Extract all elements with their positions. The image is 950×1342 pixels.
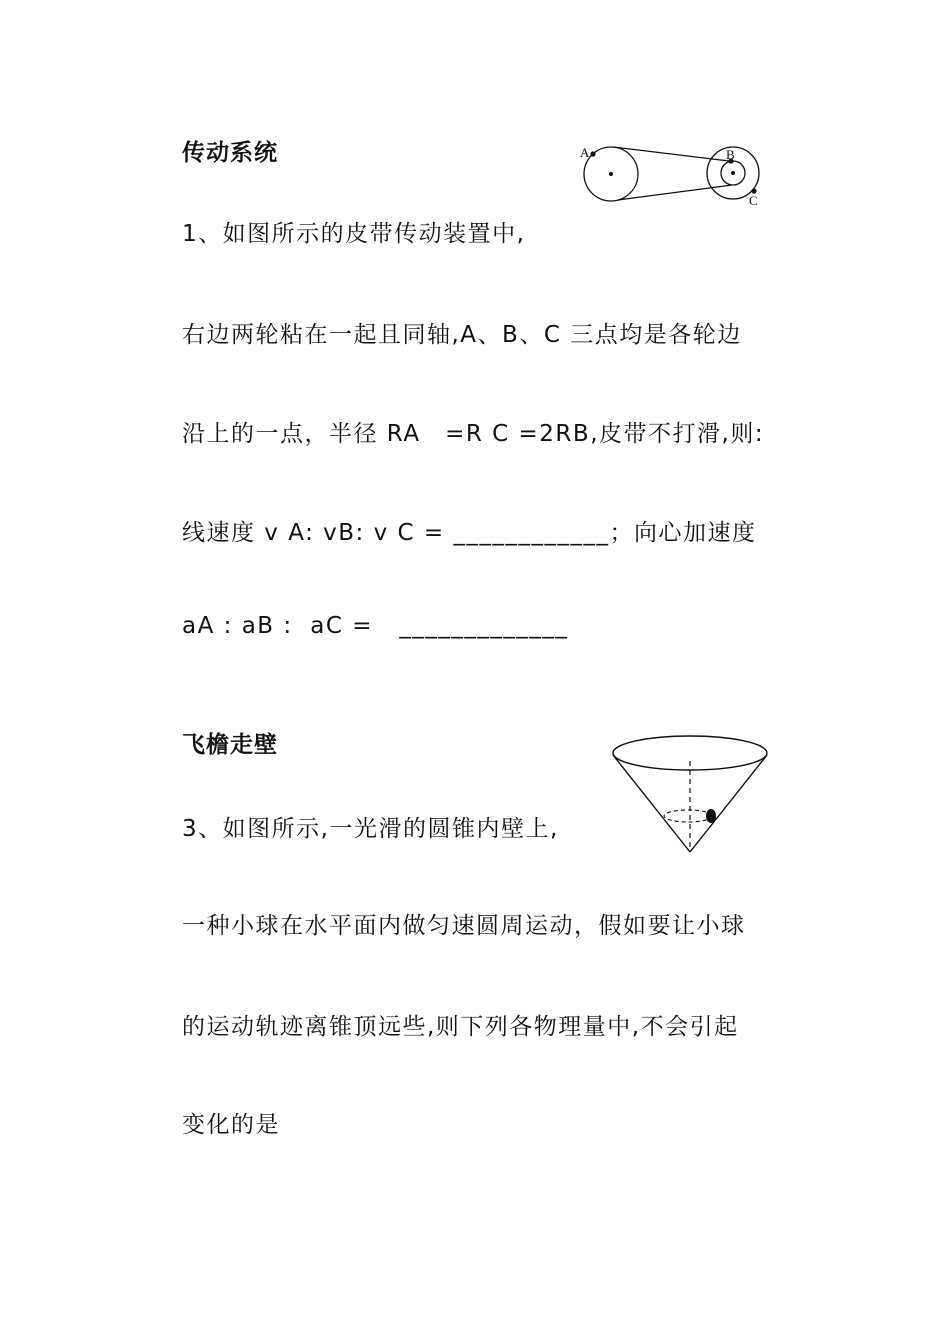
question3-line-3: 的运动轨迹离锥顶远些,则下列各物理量中,不会引起: [182, 1014, 739, 1040]
belt-drive-diagram: [576, 140, 766, 212]
question1-line-4: 线速度 v A: vB: v C = ____________；向心加速度: [182, 520, 757, 546]
label-c: C: [749, 193, 758, 208]
question1-line-2: 右边两轮粘在一起且同轴,A、B、C 三点均是各轮边: [182, 322, 742, 348]
question1-line-3: 沿上的一点，半径 RA =R C =2RB,皮带不打滑,则:: [182, 421, 765, 447]
question1-line-1: 1、如图所示的皮带传动装置中,: [182, 221, 526, 247]
ball: [706, 809, 716, 823]
section-heading-transmission: 传动系统: [182, 140, 278, 166]
question1-line-5: aA : aB : aC = _____________: [182, 613, 569, 639]
point-a: [590, 151, 595, 156]
label-a: A: [580, 145, 590, 160]
belt-upper: [613, 147, 729, 161]
section-heading-cone: 飞檐走壁: [182, 732, 278, 758]
cone-diagram: [605, 733, 775, 858]
label-b: B: [726, 147, 735, 162]
question3-line-2: 一种小球在水平面内做匀速圆周运动，假如要让小球: [182, 913, 746, 939]
question3-line-1: 3、如图所示,一光滑的圆锥内壁上,: [182, 816, 559, 842]
question3-line-4: 变化的是: [182, 1112, 280, 1138]
orbit-circle: [664, 810, 712, 822]
